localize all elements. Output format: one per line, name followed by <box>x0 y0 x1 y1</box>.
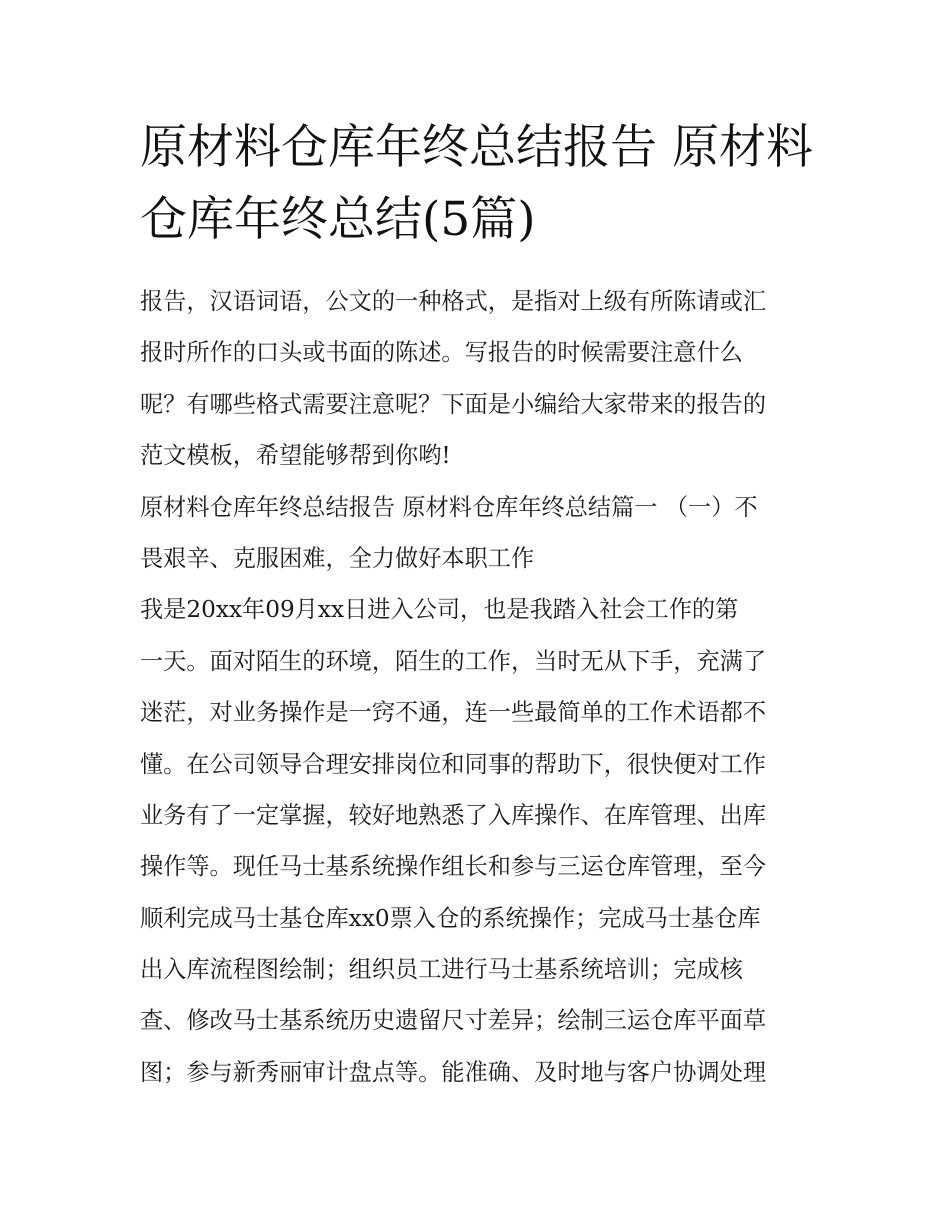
document-body <box>140 276 840 1098</box>
body-line: 迷茫，对业务操作是一窍不通，连一些最简单的工作术语都不 <box>140 699 767 727</box>
section-heading-line: 畏艰辛、克服困难，全力做好本职工作 <box>140 544 535 572</box>
body-line: 范文模板，希望能够帮到你哟! <box>140 442 451 470</box>
body-line: 业务有了一定掌握，较好地熟悉了入库操作、在库管理、出库 <box>140 801 767 829</box>
document-title: 原材料仓库年终总结报告 原材料仓库年终总结(5篇) <box>140 120 813 247</box>
body-line: 报时所作的口头或书面的陈述。写报告的时候需要注意什么 <box>140 339 743 367</box>
body-line: 查、修改马士基系统历史遗留尺寸差异；绘制三运仓库平面草 <box>140 1007 767 1035</box>
body-line: 懂。在公司领导合理安排岗位和同事的帮助下，很快便对工作 <box>140 750 767 778</box>
section-heading-line: 原材料仓库年终总结报告 原材料仓库年终总结篇一 （一）不 <box>140 493 758 521</box>
body-line: 顺利完成马士基仓库xx0票入仓的系统操作；完成马士基仓库 <box>140 904 761 932</box>
body-line: 报告，汉语词语，公文的一种格式，是指对上级有所陈请或汇 <box>140 288 767 315</box>
body-line: 呢？有哪些格式需要注意呢？下面是小编给大家带来的报告的 <box>140 390 767 418</box>
body-line: 一天。面对陌生的环境，陌生的工作，当时无从下手，充满了 <box>140 647 767 675</box>
body-line: 图；参与新秀丽审计盘点等。能准确、及时地与客户协调处理 <box>140 1058 767 1086</box>
body-line: 操作等。现任马士基系统操作组长和参与三运仓库管理，至今 <box>140 853 767 881</box>
body-line: 出入库流程图绘制；组织员工进行马士基系统培训；完成核 <box>140 956 743 984</box>
body-line: 我是20xx年09月xx日进入公司，也是我踏入社会工作的第 <box>140 596 739 624</box>
